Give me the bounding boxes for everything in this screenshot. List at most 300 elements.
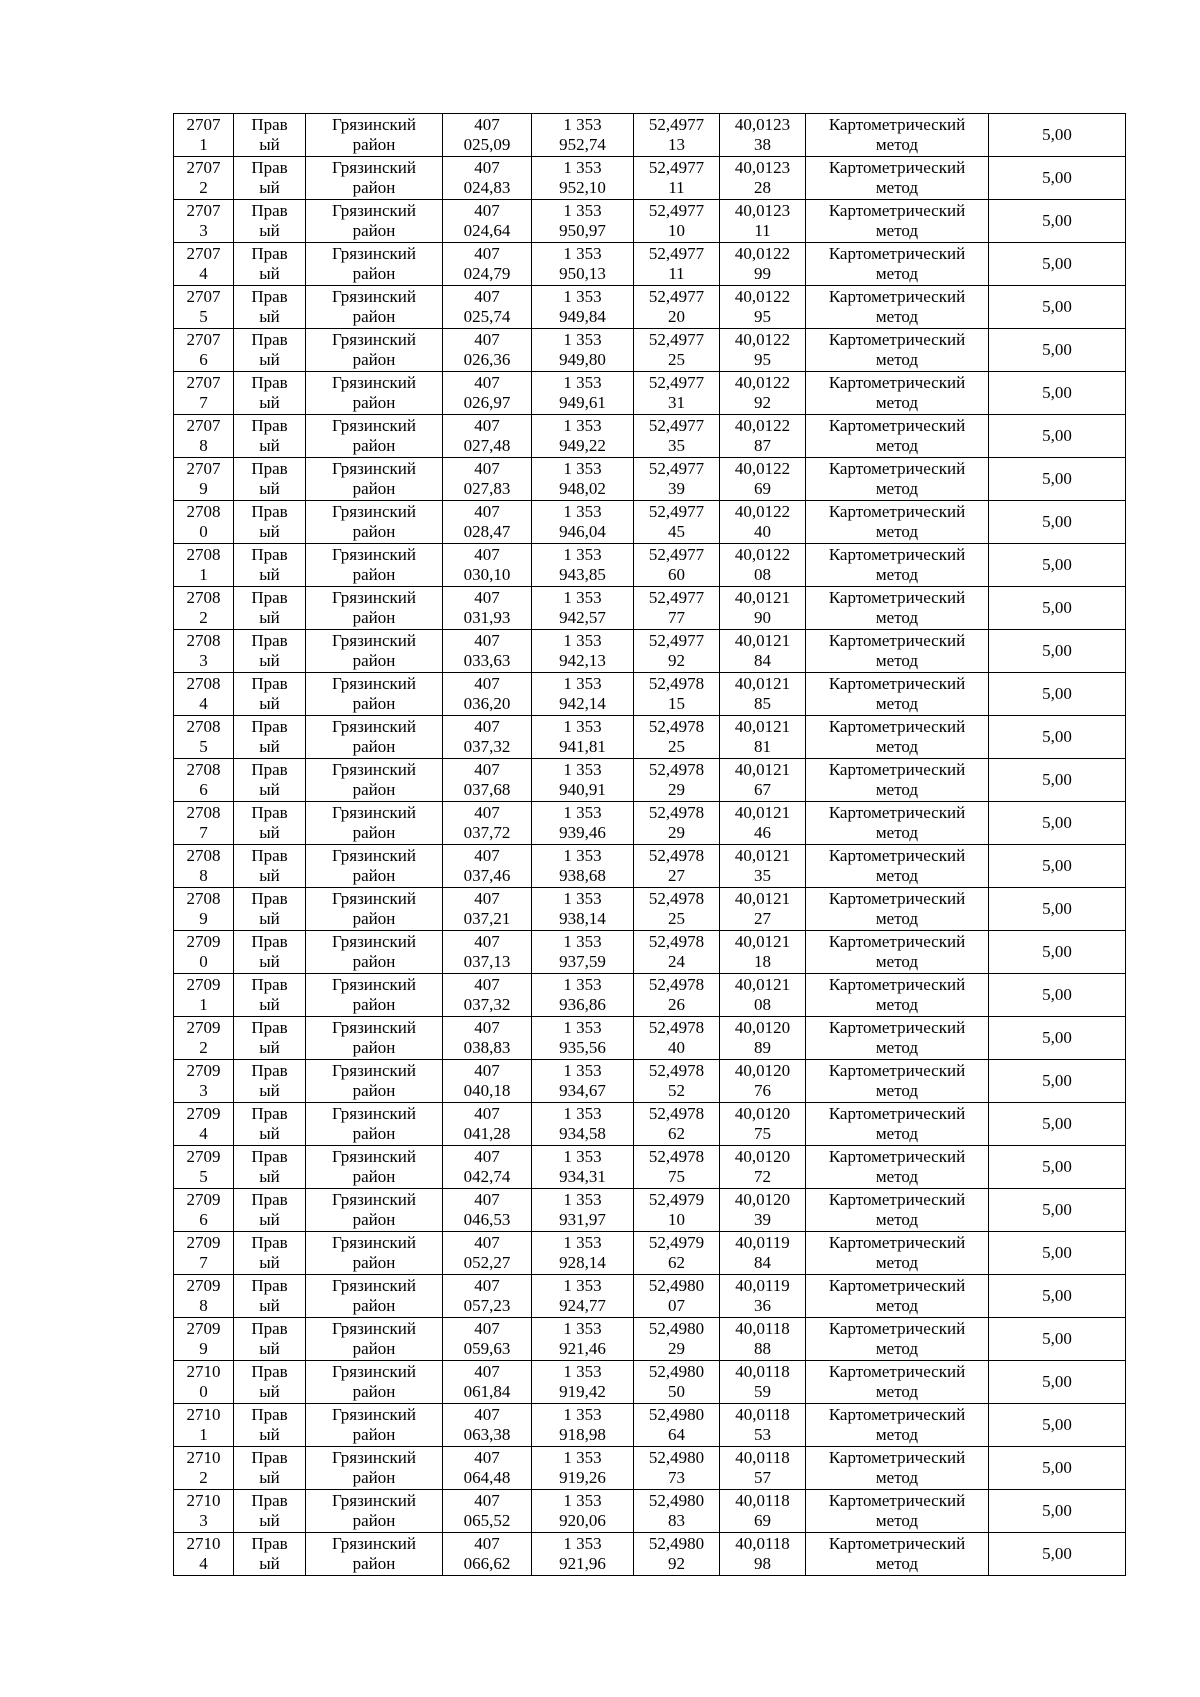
district-cell-line: район xyxy=(352,1382,396,1401)
latitude-cell-line: 52,4978 xyxy=(648,932,705,951)
point-number-cell-line: 7 xyxy=(199,393,208,412)
longitude-cell xyxy=(720,1146,806,1189)
longitude-cell xyxy=(720,1318,806,1361)
longitude-cell-line: 90 xyxy=(754,608,771,627)
longitude-cell-line: 40,0120 xyxy=(734,1104,791,1123)
district-cell-line: Грязинский xyxy=(332,115,416,134)
method-cell xyxy=(806,974,989,1017)
method-cell-line: Картометрический xyxy=(828,545,966,564)
y-coordinate-cell-line: 924,77 xyxy=(559,1296,606,1315)
y-coordinate-cell-line: 1 353 xyxy=(563,1190,602,1209)
latitude-cell-line: 52,4980 xyxy=(648,1405,705,1424)
district-cell-line: Грязинский xyxy=(332,846,416,865)
district-cell-line: Грязинский xyxy=(332,1362,416,1381)
district-cell xyxy=(306,1447,443,1490)
longitude-cell-line: 40,0120 xyxy=(734,1147,791,1166)
y-coordinate-cell xyxy=(532,1103,634,1146)
latitude-cell xyxy=(634,1103,720,1146)
y-coordinate-cell-line: 1 353 xyxy=(563,373,602,392)
x-coordinate-cell-line: 407 xyxy=(474,1233,500,1252)
accuracy-cell: 5,00 xyxy=(989,372,1126,415)
side-cell-line: Прав xyxy=(251,330,288,349)
x-coordinate-cell-line: 407 xyxy=(474,760,500,779)
point-number-cell xyxy=(174,157,234,200)
table-row xyxy=(174,802,1126,845)
latitude-cell-line: 83 xyxy=(668,1511,685,1530)
y-coordinate-cell-line: 1 353 xyxy=(563,416,602,435)
y-coordinate-cell-line: 949,84 xyxy=(559,307,606,326)
district-cell-line: Грязинский xyxy=(332,975,416,994)
point-number-cell-line: 6 xyxy=(199,1210,208,1229)
method-cell-line: Картометрический xyxy=(828,1147,966,1166)
x-coordinate-cell-line: 042,74 xyxy=(463,1167,511,1186)
longitude-cell xyxy=(720,931,806,974)
y-coordinate-cell xyxy=(532,1146,634,1189)
accuracy-cell: 5,00 xyxy=(989,329,1126,372)
side-cell xyxy=(234,329,306,372)
x-coordinate-cell-line: 407 xyxy=(474,201,500,220)
point-number-cell-line: 3 xyxy=(199,1081,208,1100)
x-coordinate-cell-line: 407 xyxy=(474,1534,500,1553)
latitude-cell xyxy=(634,329,720,372)
method-cell-line: метод xyxy=(875,780,919,799)
latitude-cell-line: 10 xyxy=(668,1210,685,1229)
longitude-cell xyxy=(720,329,806,372)
y-coordinate-cell-line: 1 353 xyxy=(563,803,602,822)
district-cell-line: район xyxy=(352,737,396,756)
longitude-cell-line: 87 xyxy=(754,436,771,455)
table-row xyxy=(174,1275,1126,1318)
district-cell-line: район xyxy=(352,1167,396,1186)
latitude-cell-line: 45 xyxy=(668,522,685,541)
district-cell xyxy=(306,1103,443,1146)
latitude-cell xyxy=(634,888,720,931)
point-number-cell-line: 2710 xyxy=(186,1362,221,1381)
longitude-cell xyxy=(720,974,806,1017)
method-cell-line: Картометрический xyxy=(828,115,966,134)
y-coordinate-cell xyxy=(532,759,634,802)
side-cell xyxy=(234,1275,306,1318)
accuracy-cell: 5,00 xyxy=(989,587,1126,630)
longitude-cell-line: 40,0118 xyxy=(735,1491,790,1510)
accuracy-cell: 5,00 xyxy=(989,845,1126,888)
point-number-cell xyxy=(174,1060,234,1103)
accuracy-cell: 5,00 xyxy=(989,1404,1126,1447)
point-number-cell-line: 5 xyxy=(199,307,208,326)
latitude-cell xyxy=(634,587,720,630)
side-cell-line: Прав xyxy=(251,1147,288,1166)
x-coordinate-cell xyxy=(443,716,532,759)
latitude-cell-line: 13 xyxy=(668,135,685,154)
district-cell-line: Грязинский xyxy=(332,631,416,650)
point-number-cell xyxy=(174,716,234,759)
longitude-cell xyxy=(720,243,806,286)
point-number-cell-line: 4 xyxy=(199,1124,208,1143)
longitude-cell-line: 75 xyxy=(754,1124,771,1143)
method-cell-line: метод xyxy=(875,1425,919,1444)
method-cell-line: метод xyxy=(875,1124,919,1143)
longitude-cell-line: 40,0120 xyxy=(734,1061,791,1080)
district-cell-line: Грязинский xyxy=(332,588,416,607)
table-row xyxy=(174,587,1126,630)
y-coordinate-cell-line: 1 353 xyxy=(563,846,602,865)
y-coordinate-cell-line: 1 353 xyxy=(563,545,602,564)
point-number-cell-line: 2709 xyxy=(186,1061,221,1080)
y-coordinate-cell xyxy=(532,1060,634,1103)
point-number-cell xyxy=(174,1103,234,1146)
latitude-cell-line: 39 xyxy=(668,479,685,498)
side-cell-line: Прав xyxy=(251,803,288,822)
side-cell xyxy=(234,630,306,673)
point-number-cell-line: 2710 xyxy=(186,1534,221,1553)
method-cell-line: Картометрический xyxy=(828,932,966,951)
method-cell-line: метод xyxy=(875,995,919,1014)
latitude-cell xyxy=(634,1146,720,1189)
side-cell xyxy=(234,716,306,759)
accuracy-cell: 5,00 xyxy=(989,501,1126,544)
y-coordinate-cell-line: 1 353 xyxy=(563,1018,602,1037)
method-cell-line: Картометрический xyxy=(828,889,966,908)
district-cell-line: район xyxy=(352,1210,396,1229)
longitude-cell-line: 40,0121 xyxy=(734,803,791,822)
y-coordinate-cell xyxy=(532,716,634,759)
x-coordinate-cell-line: 407 xyxy=(474,1147,500,1166)
x-coordinate-cell xyxy=(443,931,532,974)
side-cell-line: ый xyxy=(259,1253,280,1272)
point-number-cell xyxy=(174,329,234,372)
x-coordinate-cell-line: 407 xyxy=(474,889,500,908)
latitude-cell xyxy=(634,1318,720,1361)
point-number-cell xyxy=(174,673,234,716)
side-cell xyxy=(234,286,306,329)
method-cell xyxy=(806,630,989,673)
x-coordinate-cell-line: 024,64 xyxy=(463,221,511,240)
side-cell xyxy=(234,888,306,931)
district-cell-line: Грязинский xyxy=(332,244,416,263)
point-number-cell xyxy=(174,415,234,458)
side-cell xyxy=(234,1318,306,1361)
table-row xyxy=(174,1017,1126,1060)
point-number-cell-line: 2708 xyxy=(186,803,221,822)
point-number-cell xyxy=(174,501,234,544)
method-cell-line: Картометрический xyxy=(828,1405,966,1424)
y-coordinate-cell-line: 949,80 xyxy=(559,350,606,369)
x-coordinate-cell-line: 036,20 xyxy=(463,694,511,713)
latitude-cell-line: 07 xyxy=(668,1296,685,1315)
accuracy-cell: 5,00 xyxy=(989,243,1126,286)
accuracy-cell: 5,00 xyxy=(989,1490,1126,1533)
longitude-cell-line: 40,0121 xyxy=(734,932,791,951)
latitude-cell-line: 52,4978 xyxy=(648,889,705,908)
longitude-cell xyxy=(720,716,806,759)
district-cell-line: Грязинский xyxy=(332,201,416,220)
latitude-cell xyxy=(634,415,720,458)
accuracy-cell: 5,00 xyxy=(989,931,1126,974)
latitude-cell-line: 52,4977 xyxy=(648,545,705,564)
method-cell xyxy=(806,1533,989,1576)
side-cell-line: ый xyxy=(259,565,280,584)
district-cell xyxy=(306,759,443,802)
district-cell xyxy=(306,1189,443,1232)
accuracy-cell: 5,00 xyxy=(989,1232,1126,1275)
latitude-cell-line: 52,4978 xyxy=(648,717,705,736)
district-cell xyxy=(306,1232,443,1275)
x-coordinate-cell xyxy=(443,587,532,630)
latitude-cell-line: 52,4978 xyxy=(648,1061,705,1080)
longitude-cell-line: 40,0120 xyxy=(734,1190,791,1209)
side-cell xyxy=(234,1146,306,1189)
point-number-cell-line: 2709 xyxy=(186,1018,221,1037)
district-cell xyxy=(306,544,443,587)
point-number-cell-line: 3 xyxy=(199,221,208,240)
point-number-cell xyxy=(174,114,234,157)
point-number-cell-line: 5 xyxy=(199,1167,208,1186)
district-cell-line: район xyxy=(352,221,396,240)
longitude-cell-line: 11 xyxy=(754,221,771,240)
longitude-cell-line: 40,0121 xyxy=(734,760,791,779)
accuracy-cell: 5,00 xyxy=(989,114,1126,157)
latitude-cell-line: 27 xyxy=(668,866,685,885)
point-number-cell-line: 7 xyxy=(199,1253,208,1272)
x-coordinate-cell-line: 025,09 xyxy=(463,135,511,154)
district-cell-line: Грязинский xyxy=(332,1276,416,1295)
latitude-cell-line: 52,4977 xyxy=(648,459,705,478)
table-row xyxy=(174,544,1126,587)
side-cell-line: Прав xyxy=(251,373,288,392)
x-coordinate-cell-line: 407 xyxy=(474,545,500,564)
point-number-cell-line: 2709 xyxy=(186,1319,221,1338)
method-cell xyxy=(806,1275,989,1318)
x-coordinate-cell-line: 059,63 xyxy=(463,1339,511,1358)
point-number-cell-line: 9 xyxy=(199,909,208,928)
latitude-cell xyxy=(634,157,720,200)
x-coordinate-cell xyxy=(443,802,532,845)
point-number-cell-line: 1 xyxy=(199,995,208,1014)
x-coordinate-cell xyxy=(443,329,532,372)
longitude-cell xyxy=(720,630,806,673)
longitude-cell xyxy=(720,501,806,544)
side-cell-line: ый xyxy=(259,694,280,713)
y-coordinate-cell-line: 1 353 xyxy=(563,502,602,521)
x-coordinate-cell xyxy=(443,974,532,1017)
x-coordinate-cell xyxy=(443,1232,532,1275)
point-number-cell-line: 4 xyxy=(199,694,208,713)
longitude-cell-line: 40,0121 xyxy=(734,674,791,693)
latitude-cell xyxy=(634,1404,720,1447)
method-cell xyxy=(806,329,989,372)
point-number-cell xyxy=(174,974,234,1017)
x-coordinate-cell-line: 407 xyxy=(474,287,500,306)
side-cell xyxy=(234,243,306,286)
side-cell-line: Прав xyxy=(251,201,288,220)
method-cell-line: метод xyxy=(875,694,919,713)
side-cell xyxy=(234,587,306,630)
point-number-cell-line: 2710 xyxy=(186,1405,221,1424)
method-cell xyxy=(806,1318,989,1361)
longitude-cell-line: 40,0122 xyxy=(734,416,791,435)
x-coordinate-cell-line: 037,72 xyxy=(463,823,511,842)
y-coordinate-cell-line: 939,46 xyxy=(559,823,606,842)
method-cell xyxy=(806,759,989,802)
x-coordinate-cell xyxy=(443,415,532,458)
district-cell-line: район xyxy=(352,1253,396,1272)
district-cell-line: Грязинский xyxy=(332,416,416,435)
point-number-cell xyxy=(174,931,234,974)
latitude-cell-line: 52,4978 xyxy=(648,975,705,994)
district-cell-line: район xyxy=(352,1511,396,1530)
latitude-cell-line: 52,4977 xyxy=(648,588,705,607)
y-coordinate-cell-line: 918,98 xyxy=(559,1425,606,1444)
method-cell-line: метод xyxy=(875,1382,919,1401)
method-cell-line: Картометрический xyxy=(828,975,966,994)
district-cell-line: Грязинский xyxy=(332,459,416,478)
x-coordinate-cell xyxy=(443,759,532,802)
point-number-cell xyxy=(174,1490,234,1533)
method-cell xyxy=(806,1361,989,1404)
y-coordinate-cell-line: 952,10 xyxy=(559,178,606,197)
point-number-cell-line: 4 xyxy=(199,264,208,283)
accuracy-cell: 5,00 xyxy=(989,1017,1126,1060)
latitude-cell-line: 52,4977 xyxy=(648,502,705,521)
latitude-cell-line: 52,4977 xyxy=(648,373,705,392)
accuracy-cell: 5,00 xyxy=(989,802,1126,845)
table-row xyxy=(174,716,1126,759)
point-number-cell-line: 2707 xyxy=(186,158,221,177)
side-cell-line: Прав xyxy=(251,1448,288,1467)
accuracy-cell: 5,00 xyxy=(989,630,1126,673)
point-number-cell-line: 1 xyxy=(199,565,208,584)
method-cell-line: Картометрический xyxy=(828,1061,966,1080)
y-coordinate-cell xyxy=(532,1017,634,1060)
latitude-cell-line: 52,4977 xyxy=(648,115,705,134)
district-cell xyxy=(306,329,443,372)
longitude-cell-line: 40,0118 xyxy=(735,1362,790,1381)
side-cell-line: ый xyxy=(259,1167,280,1186)
x-coordinate-cell-line: 024,83 xyxy=(463,178,511,197)
x-coordinate-cell-line: 037,21 xyxy=(463,909,511,928)
district-cell xyxy=(306,1146,443,1189)
point-number-cell-line: 2707 xyxy=(186,201,221,220)
district-cell-line: Грязинский xyxy=(332,1405,416,1424)
latitude-cell xyxy=(634,286,720,329)
table-row xyxy=(174,759,1126,802)
latitude-cell xyxy=(634,974,720,1017)
side-cell-line: ый xyxy=(259,1468,280,1487)
point-number-cell-line: 8 xyxy=(199,1296,208,1315)
y-coordinate-cell-line: 1 353 xyxy=(563,1104,602,1123)
district-cell-line: район xyxy=(352,393,396,412)
method-cell-line: Картометрический xyxy=(828,502,966,521)
y-coordinate-cell xyxy=(532,1447,634,1490)
accuracy-cell: 5,00 xyxy=(989,1318,1126,1361)
latitude-cell-line: 10 xyxy=(668,221,685,240)
method-cell-line: Картометрический xyxy=(828,201,966,220)
district-cell xyxy=(306,630,443,673)
y-coordinate-cell-line: 942,14 xyxy=(559,694,606,713)
method-cell-line: Картометрический xyxy=(828,1491,966,1510)
x-coordinate-cell-line: 028,47 xyxy=(463,522,511,541)
x-coordinate-cell-line: 407 xyxy=(474,1190,500,1209)
longitude-cell xyxy=(720,1361,806,1404)
district-cell-line: район xyxy=(352,178,396,197)
latitude-cell xyxy=(634,1490,720,1533)
latitude-cell-line: 52,4977 xyxy=(648,158,705,177)
side-cell xyxy=(234,372,306,415)
method-cell-line: метод xyxy=(875,952,919,971)
accuracy-cell: 5,00 xyxy=(989,1060,1126,1103)
latitude-cell-line: 52,4978 xyxy=(648,1104,705,1123)
method-cell-line: метод xyxy=(875,1210,919,1229)
side-cell xyxy=(234,1017,306,1060)
x-coordinate-cell-line: 025,74 xyxy=(463,307,511,326)
x-coordinate-cell xyxy=(443,1103,532,1146)
district-cell-line: район xyxy=(352,479,396,498)
latitude-cell-line: 25 xyxy=(668,737,685,756)
method-cell xyxy=(806,1404,989,1447)
district-cell-line: Грязинский xyxy=(332,1491,416,1510)
y-coordinate-cell xyxy=(532,802,634,845)
side-cell-line: Прав xyxy=(251,588,288,607)
latitude-cell xyxy=(634,1017,720,1060)
point-number-cell-line: 2709 xyxy=(186,975,221,994)
x-coordinate-cell xyxy=(443,888,532,931)
point-number-cell xyxy=(174,802,234,845)
longitude-cell-line: 99 xyxy=(754,264,771,283)
y-coordinate-cell-line: 942,57 xyxy=(559,608,606,627)
point-number-cell xyxy=(174,1318,234,1361)
point-number-cell-line: 3 xyxy=(199,651,208,670)
side-cell-line: Прав xyxy=(251,717,288,736)
y-coordinate-cell xyxy=(532,458,634,501)
table-row xyxy=(174,329,1126,372)
y-coordinate-cell-line: 931,97 xyxy=(559,1210,606,1229)
method-cell xyxy=(806,845,989,888)
x-coordinate-cell-line: 046,53 xyxy=(463,1210,511,1229)
accuracy-cell: 5,00 xyxy=(989,716,1126,759)
point-number-cell-line: 2709 xyxy=(186,1190,221,1209)
y-coordinate-cell-line: 1 353 xyxy=(563,158,602,177)
method-cell xyxy=(806,1017,989,1060)
latitude-cell xyxy=(634,931,720,974)
side-cell-line: ый xyxy=(259,995,280,1014)
longitude-cell-line: 40,0122 xyxy=(734,502,791,521)
longitude-cell-line: 08 xyxy=(754,995,771,1014)
method-cell-line: Картометрический xyxy=(828,1276,966,1295)
method-cell xyxy=(806,1447,989,1490)
point-number-cell-line: 2708 xyxy=(186,502,221,521)
point-number-cell xyxy=(174,1404,234,1447)
side-cell-line: Прав xyxy=(251,889,288,908)
x-coordinate-cell-line: 030,10 xyxy=(463,565,511,584)
point-number-cell-line: 2709 xyxy=(186,1233,221,1252)
method-cell-line: метод xyxy=(875,651,919,670)
district-cell-line: Грязинский xyxy=(332,158,416,177)
x-coordinate-cell-line: 065,52 xyxy=(463,1511,511,1530)
point-number-cell-line: 2707 xyxy=(186,459,221,478)
point-number-cell-line: 6 xyxy=(199,780,208,799)
longitude-cell xyxy=(720,458,806,501)
y-coordinate-cell-line: 935,56 xyxy=(559,1038,606,1057)
table-row xyxy=(174,1361,1126,1404)
point-number-cell-line: 2708 xyxy=(186,889,221,908)
longitude-cell xyxy=(720,1232,806,1275)
longitude-cell-line: 40,0121 xyxy=(734,975,791,994)
latitude-cell xyxy=(634,716,720,759)
district-cell-line: район xyxy=(352,307,396,326)
table-row xyxy=(174,1060,1126,1103)
x-coordinate-cell-line: 407 xyxy=(474,1018,500,1037)
method-cell-line: Картометрический xyxy=(828,1018,966,1037)
